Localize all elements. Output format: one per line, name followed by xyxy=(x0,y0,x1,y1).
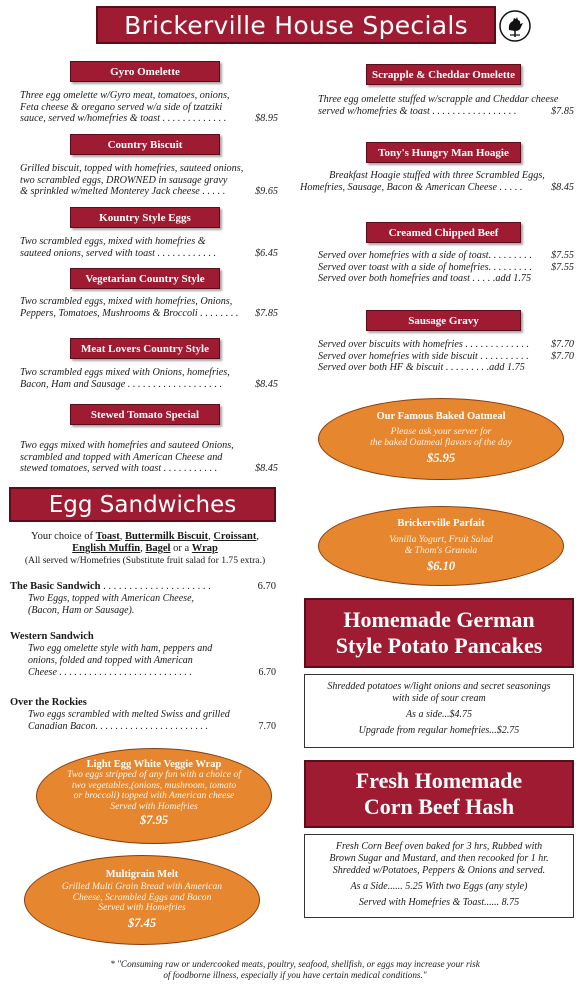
item-desc-vegetarian-country-style xyxy=(20,296,278,319)
desc-line: Shredded potatoes w/light onions and secret seasonings xyxy=(327,681,551,692)
oval-desc: Served with Homefries xyxy=(110,800,198,812)
price: $7.55 xyxy=(551,261,574,273)
rooster-weathervane-icon xyxy=(499,10,531,42)
desc-line: Brown Sugar and Mustard, and then recooked for 1 hr. xyxy=(329,853,549,864)
sandwich-name: Western Sandwich xyxy=(10,631,94,642)
bread-option: Buttermilk Biscuit xyxy=(124,531,209,542)
desc-line: Two scrambled eggs, mixed with homefries & xyxy=(20,236,206,247)
price: $7.70 xyxy=(551,339,574,350)
desc-line: Breakfast Hoagie stuffed with three Scrambled Eggs, xyxy=(329,170,545,181)
desc-line: scrambled and topped with American Cheese and xyxy=(20,451,223,463)
price-line: As a Side...... 5.25 With two Eggs (any style) xyxy=(350,881,528,892)
price: $8.45 xyxy=(255,463,278,474)
desc-line: Served over both HF & biscuit . . . . . . . . .add 1.75 xyxy=(318,362,525,373)
desc-line: Served over biscuits with homefries . . . . . . . . . . . . . xyxy=(318,339,530,350)
price: 6.70 xyxy=(258,667,276,678)
oval-price: $7.45 xyxy=(127,915,157,930)
oval-baked-oatmeal xyxy=(318,398,564,480)
bread-option: English Muffin xyxy=(72,543,141,554)
price: 6.70 xyxy=(257,581,276,592)
desc-line: Two egg omelette style with ham, peppers and xyxy=(28,643,213,654)
sandwich-basic xyxy=(10,581,276,617)
desc-line: Two eggs scrambled with melted Swiss and grilled xyxy=(28,709,230,720)
item-title-kountry-style-eggs: Kountry Style Eggs xyxy=(70,207,220,228)
price: $6.45 xyxy=(255,247,278,259)
section-title-egg-sandwiches: Egg Sandwiches xyxy=(9,487,276,522)
price: $8.95 xyxy=(255,113,278,124)
sandwich-western xyxy=(10,631,276,679)
oval-desc: Vanilla Yogurt, Fruit Salad xyxy=(389,534,493,545)
oval-desc: Cheese, Scrambled Eggs and Bacon xyxy=(72,891,212,903)
price-line: Upgrade from regular homefries...$2.75 xyxy=(358,725,520,736)
desc-line: served w/homefries & toast . . . . . . . . . . . . . . . . . xyxy=(318,105,517,117)
banner-line: Corn Beef Hash xyxy=(363,794,515,819)
desc-line: Two scrambled eggs, mixed with homefries, Onions, xyxy=(20,296,233,307)
desc-line: Shredded w/Potatoes, Peppers & Onions and served. xyxy=(332,865,546,876)
oval-desc: two vegetables,(onions, mushroom, tomato xyxy=(71,779,237,791)
egg-sandwich-note: (All served w/Homefries (Substitute fruit salad for 1.75 extra.) xyxy=(24,555,266,566)
desc-line: Two eggs mixed with homefries and sauteed Onions, xyxy=(20,440,234,451)
desc-line: & sprinkled w/melted Monterey Jack cheese . . . . . xyxy=(20,186,226,197)
sandwich-over-the-rockies xyxy=(10,697,276,733)
price: $7.70 xyxy=(551,350,574,362)
bread-option: Bagel xyxy=(145,543,171,554)
item-desc-meat-lovers xyxy=(20,367,278,390)
desc-line: two scrambled eggs, DROWNED in sausage gravy xyxy=(20,174,228,186)
item-desc-hungry-man-hoagie xyxy=(300,170,574,193)
section-title-potato-pancakes xyxy=(304,598,574,668)
desc-line: Canadian Bacon. . . . . . . . . . . . . . . . . . . . . . . xyxy=(28,721,208,732)
corn-beef-hash-details xyxy=(304,834,574,918)
desc-line: Bacon, Ham and Sausage . . . . . . . . . . . . . . . . . . . xyxy=(20,378,223,390)
banner-line: Fresh Homemade xyxy=(355,768,523,793)
desc-line: Served over homefries with a side of toast. . . . . . . . . xyxy=(318,250,532,261)
price: 7.70 xyxy=(258,721,276,732)
health-disclaimer xyxy=(70,959,520,981)
desc-line: Feta cheese & oregano served w/a side of tzatziki xyxy=(20,101,223,113)
bread-option: Croissant xyxy=(213,531,257,542)
oval-desc: Please ask your server for xyxy=(390,426,492,437)
bread-option: Toast xyxy=(95,531,120,542)
item-title-stewed-tomato: Stewed Tomato Special xyxy=(70,404,220,425)
item-title-sausage-gravy: Sausage Gravy xyxy=(366,310,521,331)
banner-line: Homemade German xyxy=(343,607,535,632)
item-desc-stewed-tomato xyxy=(20,440,278,475)
oval-title: Multigrain Melt xyxy=(105,869,179,880)
item-title-scrapple-omelette: Scrapple & Cheddar Omelette xyxy=(366,64,521,85)
intro-text: Your choice of xyxy=(31,531,93,542)
oval-title: Our Famous Baked Oatmeal xyxy=(376,411,506,422)
price: $9.65 xyxy=(255,186,278,197)
egg-sandwich-intro: Your choice of Toast, Buttermilk Biscuit, Croissant, English Muffin, Bagel or a Wrap (All served w/Homefries (Substitute fruit salad for 1.75 extra.) xyxy=(10,531,280,567)
item-desc-gyro-omelette xyxy=(20,90,278,125)
oval-title: Brickerville Parfait xyxy=(397,518,485,529)
item-title-vegetarian-country-style: Vegetarian Country Style xyxy=(70,268,220,289)
oval-desc: or broccoli) topped with American cheese xyxy=(73,790,235,801)
desc-line: onions, folded and topped with American xyxy=(28,655,193,666)
sandwich-name: The Basic Sandwich xyxy=(10,581,101,592)
section-title-corn-beef-hash xyxy=(304,760,574,828)
oval-desc: Served with Homefries xyxy=(98,902,186,913)
desc-line: sauce, served w/homefries & toast . . . . . . . . . . . . . xyxy=(20,113,227,124)
bread-option: Wrap xyxy=(191,543,218,554)
oval-multigrain-melt xyxy=(24,855,260,945)
desc-line: stewed tomatoes, served with toast . . . . . . . . . . . xyxy=(20,463,218,474)
desc-line: Grilled biscuit, topped with homefries, sauteed onions, xyxy=(20,163,244,174)
item-desc-kountry-style-eggs xyxy=(20,236,278,259)
item-title-gyro-omelette: Gyro Omelette xyxy=(70,61,220,82)
desc-line: (Bacon, Ham or Sausage). xyxy=(28,605,135,616)
oval-price: $6.10 xyxy=(426,559,456,573)
page-title: Brickerville House Specials xyxy=(96,6,496,44)
desc-line: Served over toast with a side of homefries. . . . . . . . . xyxy=(318,261,532,273)
desc-line: Cheese . . . . . . . . . . . . . . . . . . . . . . . . . . . xyxy=(28,667,192,678)
oval-desc: Two eggs stripped of any fun with a choice of xyxy=(67,769,241,780)
oval-veggie-wrap xyxy=(36,748,272,844)
oval-title: Light Egg White Veggie Wrap xyxy=(86,759,222,770)
desc-line: Fresh Corn Beef oven baked for 3 hrs, Rubbed with xyxy=(335,841,543,852)
item-title-creamed-chipped-beef: Creamed Chipped Beef xyxy=(366,222,521,243)
oval-desc: the baked Oatmeal flavors of the day xyxy=(370,436,512,448)
desc-line: Three egg omelette stuffed w/scrapple and Cheddar cheese xyxy=(318,94,559,105)
desc-line: Served over both homefries and toast . . . . .add 1.75 xyxy=(318,273,532,284)
disclaimer-line: of foodborne illness, especially if you have certain medical conditions." xyxy=(163,970,427,980)
item-title-hungry-man-hoagie: Tony's Hungry Man Hoagie xyxy=(366,142,521,163)
oval-price: $7.95 xyxy=(139,813,169,827)
price: $8.45 xyxy=(255,378,278,390)
desc-line: sauteed onions, served with toast . . . . . . . . . . . . xyxy=(20,247,217,259)
potato-pancakes-details xyxy=(304,674,574,748)
item-desc-creamed-chipped-beef xyxy=(318,250,574,285)
price: $7.55 xyxy=(551,250,574,261)
price: $7.85 xyxy=(551,105,574,117)
desc-line: Served over homefries with side biscuit . . . . . . . . . . xyxy=(318,350,529,362)
item-title-country-biscuit: Country Biscuit xyxy=(70,134,220,155)
price-line: Served with Homefries & Toast...... 8.75 xyxy=(358,897,520,908)
desc-line: Three egg omelette w/Gyro meat, tomatoes, onions, xyxy=(20,90,230,101)
item-desc-sausage-gravy xyxy=(318,339,574,374)
banner-line: Style Potato Pancakes xyxy=(335,633,543,658)
desc-line: Two scrambled eggs mixed with Onions, homefries, xyxy=(20,367,230,378)
oval-desc: & Thom's Granola xyxy=(404,544,478,556)
desc-line: Homefries, Sausage, Bacon & American Cheese . . . . . xyxy=(300,181,523,193)
oval-parfait xyxy=(318,506,564,586)
desc-line: with side of sour cream xyxy=(392,693,486,704)
intro-text: or a xyxy=(170,543,192,554)
oval-price: $5.95 xyxy=(426,451,456,465)
item-title-meat-lovers: Meat Lovers Country Style xyxy=(70,338,220,359)
oval-desc: Grilled Multi Grain Bread with American xyxy=(61,881,223,892)
dots: . . . . . . . . . . . . . . . . . . . . . xyxy=(100,581,211,592)
sandwich-name: Over the Rockies xyxy=(10,697,87,708)
price-line: As a side...$4.75 xyxy=(405,709,473,720)
item-desc-country-biscuit xyxy=(20,163,278,198)
disclaimer-line: * "Consuming raw or undercooked meats, poultry, seafood, shellfish, or eggs may increase your risk xyxy=(110,959,480,969)
item-desc-scrapple-omelette xyxy=(318,94,574,117)
desc-line: Peppers, Tomatoes, Mushrooms & Broccoli . . . . . . . . xyxy=(20,307,239,319)
price: $7.85 xyxy=(255,307,278,319)
price: $8.45 xyxy=(551,181,574,193)
desc-line: Two Eggs, topped with American Cheese, xyxy=(28,593,195,604)
